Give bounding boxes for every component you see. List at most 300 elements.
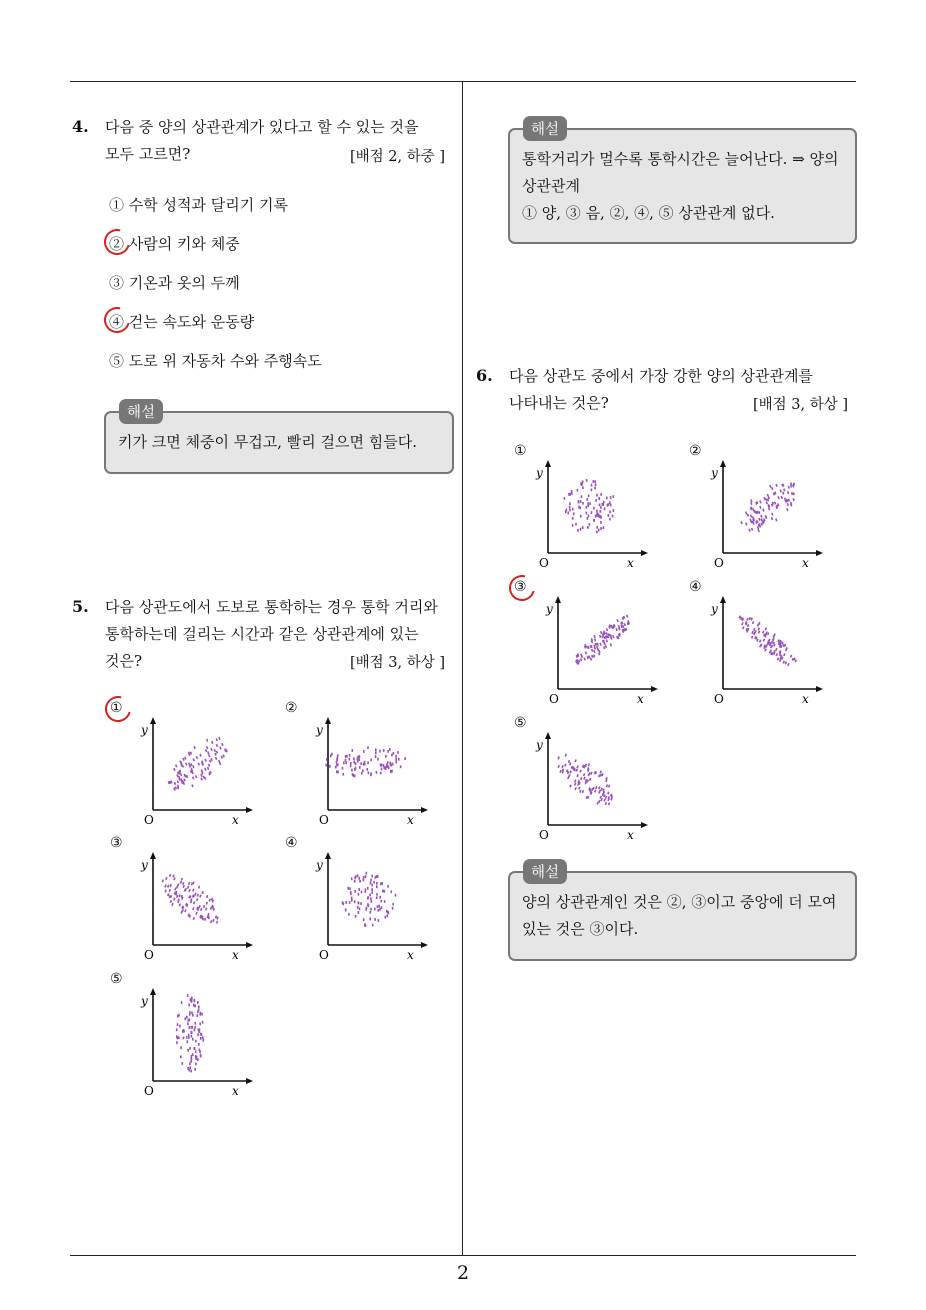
scatter-point <box>194 1029 196 1032</box>
scatter-point <box>346 755 348 758</box>
scatter-point <box>199 1050 201 1053</box>
scatter-point <box>330 755 332 758</box>
scatter-point <box>367 746 369 749</box>
scatter-point <box>181 1001 183 1004</box>
scatter-point <box>610 643 612 646</box>
scatter-point <box>600 521 602 524</box>
scatter-point <box>404 757 406 760</box>
scatter-point <box>388 766 390 769</box>
y-axis-arrow-icon <box>325 852 331 859</box>
scatter-point <box>385 766 387 769</box>
scatter-point <box>198 905 200 908</box>
scatter-point <box>367 761 369 764</box>
scatter-point <box>167 893 169 896</box>
scatter-point <box>197 1033 199 1036</box>
scatter-point <box>598 529 600 532</box>
scatter-point <box>182 1030 184 1033</box>
scatter-point <box>751 636 753 639</box>
scatter-point <box>203 905 205 908</box>
scatter-point <box>588 763 590 766</box>
scatter-point <box>177 780 179 783</box>
scatter-point <box>192 776 194 779</box>
scatter-point <box>221 743 223 746</box>
scatter-point <box>194 1047 196 1050</box>
scatter-point <box>587 526 589 529</box>
scatter-point <box>580 507 582 510</box>
scatter-point <box>350 765 352 768</box>
scatter-point <box>607 791 609 794</box>
scatter-point <box>374 918 376 921</box>
scatter-point <box>162 879 164 882</box>
scatter-point <box>375 748 377 751</box>
scatter-point <box>206 895 208 898</box>
scatter-point <box>354 890 356 893</box>
scatter-point <box>375 752 377 755</box>
scatter-point <box>758 622 760 625</box>
scatter-point <box>565 754 567 757</box>
x-axis-arrow-icon <box>246 807 253 813</box>
scatter-point <box>376 882 378 885</box>
origin-label: O <box>319 813 329 827</box>
scatter-point <box>594 480 596 483</box>
scatter-point <box>336 761 338 764</box>
q4-option-4[interactable]: ④ 걷는 속도와 운동량 <box>109 313 255 331</box>
scatter-point <box>580 777 582 780</box>
scatter-point <box>370 759 372 762</box>
scatter-point <box>365 875 367 878</box>
scatter-point <box>164 889 166 892</box>
scatter-point <box>594 487 596 490</box>
scatter-point <box>748 529 750 532</box>
scatter-point <box>783 488 785 491</box>
scatter-point <box>569 509 571 512</box>
scatter-point <box>603 646 605 649</box>
scatter-point <box>214 753 216 756</box>
scatter-point <box>349 887 351 890</box>
q5-scatter-plot-5 <box>130 983 260 1098</box>
scatter-point <box>397 751 399 754</box>
scatter-point <box>177 1023 179 1026</box>
scatter-point <box>354 775 356 778</box>
scatter-point <box>209 899 211 902</box>
y-axis-arrow-icon <box>555 596 561 603</box>
scatter-point <box>561 765 563 768</box>
scatter-point <box>400 765 402 768</box>
scatter-point <box>218 737 220 740</box>
scatter-point <box>606 639 608 642</box>
scatter-point <box>342 767 344 770</box>
x-axis-arrow-icon <box>641 822 648 828</box>
scatter-point <box>383 749 385 752</box>
scatter-point <box>612 635 614 638</box>
scatter-point <box>194 1022 196 1025</box>
scatter-point <box>776 653 778 656</box>
scatter-point <box>186 1036 188 1039</box>
scatter-point <box>165 877 167 880</box>
scatter-point <box>384 890 386 893</box>
scatter-point <box>189 1047 191 1050</box>
q4-explanation-tag: 해설 <box>119 399 163 424</box>
scatter-point <box>174 782 176 785</box>
y-axis-label: y <box>711 466 718 480</box>
scatter-point <box>350 762 352 765</box>
scatter-point <box>359 880 361 883</box>
scatter-point <box>170 900 172 903</box>
scatter-point <box>337 754 339 757</box>
scatter-point <box>199 1013 201 1016</box>
scatter-point <box>771 517 773 520</box>
scatter-point <box>197 1014 199 1017</box>
scatter-point <box>792 498 794 501</box>
bottom-rule <box>70 1255 856 1256</box>
scatter-point <box>398 758 400 761</box>
scatter-point <box>216 921 218 924</box>
scatter-point <box>180 773 182 776</box>
scatter-point <box>169 874 171 877</box>
scatter-point <box>557 765 559 768</box>
scatter-point <box>379 750 381 753</box>
scatter-point <box>615 628 617 631</box>
y-axis-label: y <box>141 723 148 737</box>
scatter-point <box>574 783 576 786</box>
scatter-point <box>581 495 583 498</box>
scatter-point <box>599 504 601 507</box>
scatter-point <box>194 1000 196 1003</box>
scatter-point <box>598 497 600 500</box>
scatter-point <box>396 761 398 764</box>
scatter-point <box>606 784 608 787</box>
origin-label: O <box>319 948 329 962</box>
scatter-point <box>354 877 356 880</box>
scatter-point <box>188 889 190 892</box>
scatter-point <box>578 787 580 790</box>
scatter-point <box>191 1057 193 1060</box>
scatter-point <box>349 901 351 904</box>
scatter-point <box>385 755 387 758</box>
scatter-point <box>198 1009 200 1012</box>
scatter-point <box>594 638 596 641</box>
scatter-point <box>608 514 610 517</box>
scatter-point <box>192 1038 194 1041</box>
q5-explanation-line1: 통학거리가 멀수록 통학시간은 늘어난다. ⇒ 양의 <box>522 150 839 168</box>
scatter-point <box>787 503 789 506</box>
scatter-point <box>187 886 189 889</box>
scatter-point <box>574 759 576 762</box>
scatter-point <box>219 747 221 750</box>
scatter-point <box>193 901 195 904</box>
answer-mark-icon <box>99 224 135 260</box>
scatter-point <box>583 657 585 660</box>
scatter-point <box>196 898 198 901</box>
scatter-point <box>751 631 753 634</box>
scatter-point <box>371 884 373 887</box>
scatter-point <box>363 879 365 882</box>
scatter-point <box>378 905 380 908</box>
origin-label: O <box>714 556 724 570</box>
scatter-point <box>380 883 382 886</box>
scatter-point <box>593 519 595 522</box>
scatter-point <box>626 615 628 618</box>
scatter-point <box>373 881 375 884</box>
scatter-point <box>599 770 601 773</box>
scatter-point <box>745 511 747 514</box>
scatter-point <box>183 1037 185 1040</box>
scatter-point <box>187 1067 189 1070</box>
scatter-point <box>572 517 574 520</box>
scatter-point <box>376 896 378 899</box>
scatter-point <box>199 1023 201 1026</box>
scatter-point <box>591 484 593 487</box>
scatter-point <box>367 903 369 906</box>
x-axis-label: x <box>802 556 809 570</box>
scatter-point <box>205 907 207 910</box>
q5-text-line1: 다음 상관도에서 도보로 통학하는 경우 통학 거리와 <box>105 598 438 616</box>
scatter-point <box>363 876 365 879</box>
scatter-point <box>210 920 212 923</box>
scatter-point <box>218 760 220 763</box>
scatter-point <box>345 755 347 758</box>
scatter-point <box>580 483 582 486</box>
q5-plot-label-1: ① <box>110 700 123 716</box>
scatter-point <box>376 771 378 774</box>
scatter-point <box>766 501 768 504</box>
y-axis-label: y <box>536 466 543 480</box>
scatter-point <box>208 764 210 767</box>
scatter-point <box>605 796 607 799</box>
scatter-point <box>375 755 377 758</box>
scatter-point <box>591 649 593 652</box>
scatter-point <box>214 749 216 752</box>
scatter-point <box>750 499 752 502</box>
scatter-point <box>387 885 389 888</box>
scatter-point <box>175 764 177 767</box>
answer-mark-icon <box>99 302 135 338</box>
scatter-point <box>377 905 379 908</box>
scatter-point <box>335 766 337 769</box>
scatter-point <box>582 502 584 505</box>
scatter-point <box>618 625 620 628</box>
x-axis-arrow-icon <box>651 686 658 692</box>
scatter-point <box>596 526 598 529</box>
scatter-point <box>393 752 395 755</box>
scatter-point <box>357 757 359 760</box>
scatter-point <box>382 890 384 893</box>
scatter-point <box>354 880 356 883</box>
scatter-point <box>189 1062 191 1065</box>
scatter-point <box>200 777 202 780</box>
scatter-point <box>383 764 385 767</box>
scatter-point <box>787 663 789 666</box>
scatter-point <box>579 770 581 773</box>
scatter-point <box>376 893 378 896</box>
scatter-point <box>572 524 574 527</box>
scatter-point <box>624 623 626 626</box>
scatter-point <box>215 738 217 741</box>
q4-option-3[interactable]: ③ 기온과 옷의 두께 <box>109 274 240 292</box>
scatter-point <box>600 510 602 513</box>
scatter-point <box>605 645 607 648</box>
scatter-point <box>203 1039 205 1042</box>
scatter-point <box>612 515 614 518</box>
scatter-point <box>589 502 591 505</box>
scatter-point <box>193 917 195 920</box>
scatter-point <box>347 887 349 890</box>
q5-scatter-plot-1 <box>130 712 260 827</box>
scatter-point <box>343 773 345 776</box>
scatter-point <box>605 632 607 635</box>
scatter-point <box>593 507 595 510</box>
scatter-point <box>205 749 207 752</box>
scatter-point <box>198 1043 200 1046</box>
scatter-point <box>787 491 789 494</box>
scatter-point <box>608 503 610 506</box>
scatter-point <box>357 906 359 909</box>
q5-plot-label-2: ② <box>285 700 298 716</box>
scatter-point <box>199 1028 201 1031</box>
scatter-point <box>371 888 373 891</box>
scatter-point <box>392 763 394 766</box>
scatter-point <box>762 630 764 633</box>
scatter-point <box>777 657 779 660</box>
q4-meta: [배점 2, 하중 ] <box>350 149 446 165</box>
scatter-point <box>355 915 357 918</box>
scatter-point <box>377 758 379 761</box>
scatter-point <box>783 661 785 664</box>
scatter-point <box>182 885 184 888</box>
scatter-point <box>363 918 365 921</box>
scatter-point <box>354 900 356 903</box>
q6-explanation-box <box>508 871 857 961</box>
x-axis-label: x <box>407 813 414 827</box>
q6-plot-label-1: ① <box>514 443 527 459</box>
scatter-point <box>575 523 577 526</box>
scatter-point <box>187 1022 189 1025</box>
scatter-point <box>204 759 206 762</box>
scatter-point <box>775 484 777 487</box>
scatter-point <box>206 739 208 742</box>
scatter-point <box>215 757 217 760</box>
scatter-point <box>194 1026 196 1029</box>
scatter-point <box>595 483 597 486</box>
scatter-point <box>221 756 223 759</box>
scatter-point <box>191 1026 193 1029</box>
q4-option-2[interactable]: ② 사람의 키와 체중 <box>109 235 240 253</box>
scatter-point <box>389 748 391 751</box>
scatter-point <box>354 768 356 771</box>
scatter-point <box>613 509 615 512</box>
q4-option-1[interactable]: ① 수학 성적과 달리기 기록 <box>109 196 288 214</box>
scatter-point <box>389 762 391 765</box>
scatter-point <box>608 802 610 805</box>
scatter-point <box>369 918 371 921</box>
q5-plot-label-3: ③ <box>110 835 123 851</box>
scatter-point <box>201 1033 203 1036</box>
scatter-point <box>342 901 344 904</box>
scatter-point <box>569 502 571 505</box>
scatter-point <box>368 771 370 774</box>
scatter-point <box>191 1031 193 1034</box>
scatter-point <box>567 776 569 779</box>
scatter-point <box>610 504 612 507</box>
scatter-point <box>576 765 578 768</box>
scatter-point <box>595 786 597 789</box>
scatter-point <box>385 916 387 919</box>
scatter-point <box>184 909 186 912</box>
y-axis-label: y <box>316 858 323 872</box>
scatter-point <box>169 884 171 887</box>
scatter-point <box>361 891 363 894</box>
origin-label: O <box>549 692 559 706</box>
q4-option-5[interactable]: ⑤ 도로 위 자동차 수와 주행속도 <box>109 352 322 370</box>
scatter-point <box>758 518 760 521</box>
scatter-point <box>192 1053 194 1056</box>
scatter-point <box>557 756 559 759</box>
scatter-point <box>566 509 568 512</box>
scatter-point <box>752 621 754 624</box>
origin-label: O <box>144 813 154 827</box>
scatter-point <box>786 508 788 511</box>
scatter-point <box>195 1057 197 1060</box>
scatter-point <box>380 772 382 775</box>
scatter-point <box>352 749 354 752</box>
scatter-point <box>164 884 166 887</box>
scatter-point <box>391 754 393 757</box>
scatter-point <box>591 489 593 492</box>
scatter-point <box>352 773 354 776</box>
q6-explanation-tag: 해설 <box>523 859 567 884</box>
scatter-point <box>188 1004 190 1007</box>
scatter-point <box>610 496 612 499</box>
scatter-point <box>180 881 182 884</box>
scatter-point <box>604 508 606 511</box>
scatter-point <box>596 510 598 513</box>
q4-text-line1: 다음 중 양의 상관관계가 있다고 할 수 있는 것을 <box>105 118 419 136</box>
scatter-point <box>345 759 347 762</box>
scatter-point <box>182 758 184 761</box>
scatter-point <box>775 518 777 521</box>
scatter-point <box>606 497 608 500</box>
scatter-point <box>210 748 212 751</box>
scatter-point <box>574 780 576 783</box>
scatter-point <box>771 513 773 516</box>
scatter-point <box>200 1055 202 1058</box>
scatter-point <box>189 1066 191 1069</box>
x-axis-label: x <box>232 948 239 962</box>
scatter-point <box>763 639 765 642</box>
y-axis-arrow-icon <box>720 596 726 603</box>
scatter-point <box>180 1046 182 1049</box>
scatter-point <box>184 757 186 760</box>
scatter-point <box>188 1034 190 1037</box>
scatter-point <box>600 493 602 496</box>
q4-number: 4. <box>72 117 89 136</box>
scatter-point <box>195 1050 197 1053</box>
scatter-point <box>208 754 210 757</box>
scatter-point <box>188 882 190 885</box>
scatter-point <box>583 773 585 776</box>
scatter-point <box>199 895 201 898</box>
scatter-point <box>788 486 790 489</box>
scatter-point <box>381 906 383 909</box>
scatter-point <box>329 765 331 768</box>
scatter-point <box>613 495 615 498</box>
q6-plot-label-4: ④ <box>689 579 702 595</box>
scatter-point <box>572 508 574 511</box>
scatter-point <box>178 1014 180 1017</box>
scatter-point <box>741 622 743 625</box>
scatter-point <box>197 894 199 897</box>
scatter-point <box>577 529 579 532</box>
